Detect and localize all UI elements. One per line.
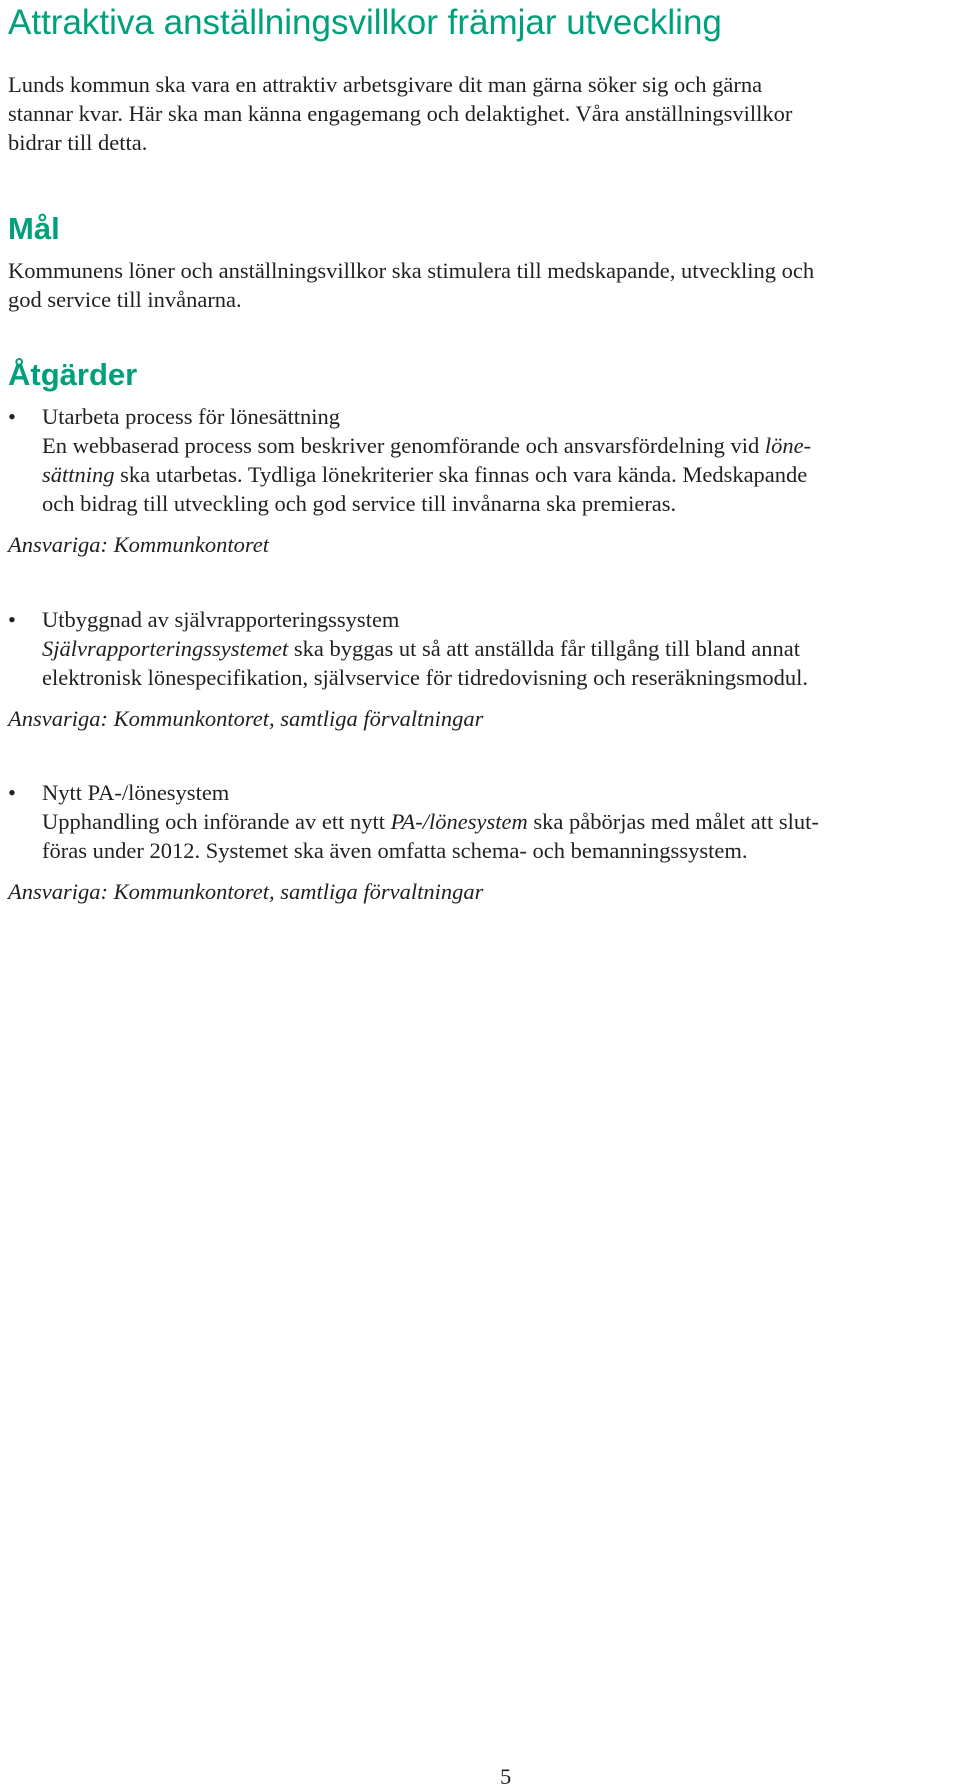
intro-paragraph	[8, 70, 952, 157]
goal-paragraph	[8, 256, 952, 314]
action-item-text: Upphandling och införande av ett nytt PA-/lönesystem ska påbörjas med målet att slut-	[42, 809, 819, 834]
goal-line: god service till invånarna.	[8, 287, 242, 312]
bullet-icon: •	[8, 404, 16, 429]
action-item-title: Utarbeta process för lönesättning	[42, 404, 341, 429]
intro-line: Lunds kommun ska vara en attraktiv arbetsgivare dit man gärna söker sig och gärna	[8, 72, 763, 97]
intro-line: bidrar till detta.	[8, 130, 148, 155]
action-item-text: Självrapporteringssystemet ska byggas ut så att anställda får tillgång till bland annat	[42, 636, 800, 661]
goal-line: Kommunens löner och anställningsvillkor ska stimulera till medskapande, utveckling och	[8, 258, 815, 283]
actions-heading: Åtgärder	[8, 357, 138, 392]
action-item-body	[42, 605, 808, 692]
bullet-icon: •	[8, 780, 16, 805]
action-item-body	[42, 402, 811, 518]
action-item-title: Nytt PA-/lönesystem	[42, 780, 230, 805]
intro-line: stannar kvar. Här ska man känna engagemang och delaktighet. Våra anställningsvillkor	[8, 101, 793, 126]
action-item-text: En webbaserad process som beskriver genomförande och ansvarsfördelning vid löne-	[42, 433, 812, 458]
goal-heading: Mål	[8, 211, 60, 246]
bullet-icon: •	[8, 607, 16, 632]
responsible-label: Ansvariga: Kommunkontoret	[8, 532, 270, 557]
action-item-text: elektronisk lönespecifikation, självservice för tidredovisning och reseräkningsmodul.	[42, 665, 809, 690]
action-item-title: Utbyggnad av självrapporteringssystem	[42, 607, 400, 632]
action-item-text: föras under 2012. Systemet ska även omfatta schema- och bemanningssystem.	[42, 838, 748, 863]
responsible-label: Ansvariga: Kommunkontoret, samtliga förvaltningar	[8, 706, 484, 731]
action-item-text: och bidrag till utveckling och god service till invånarna ska premieras.	[42, 491, 677, 516]
action-item-body	[42, 778, 819, 865]
page-number: 5	[500, 1764, 512, 1789]
action-item-text: sättning ska utarbetas. Tydliga lönekriterier ska finnas och vara kända. Medskapande	[42, 462, 808, 487]
responsible-label: Ansvariga: Kommunkontoret, samtliga förvaltningar	[8, 879, 484, 904]
page-title: Attraktiva anställningsvillkor främjar utveckling	[8, 3, 722, 42]
